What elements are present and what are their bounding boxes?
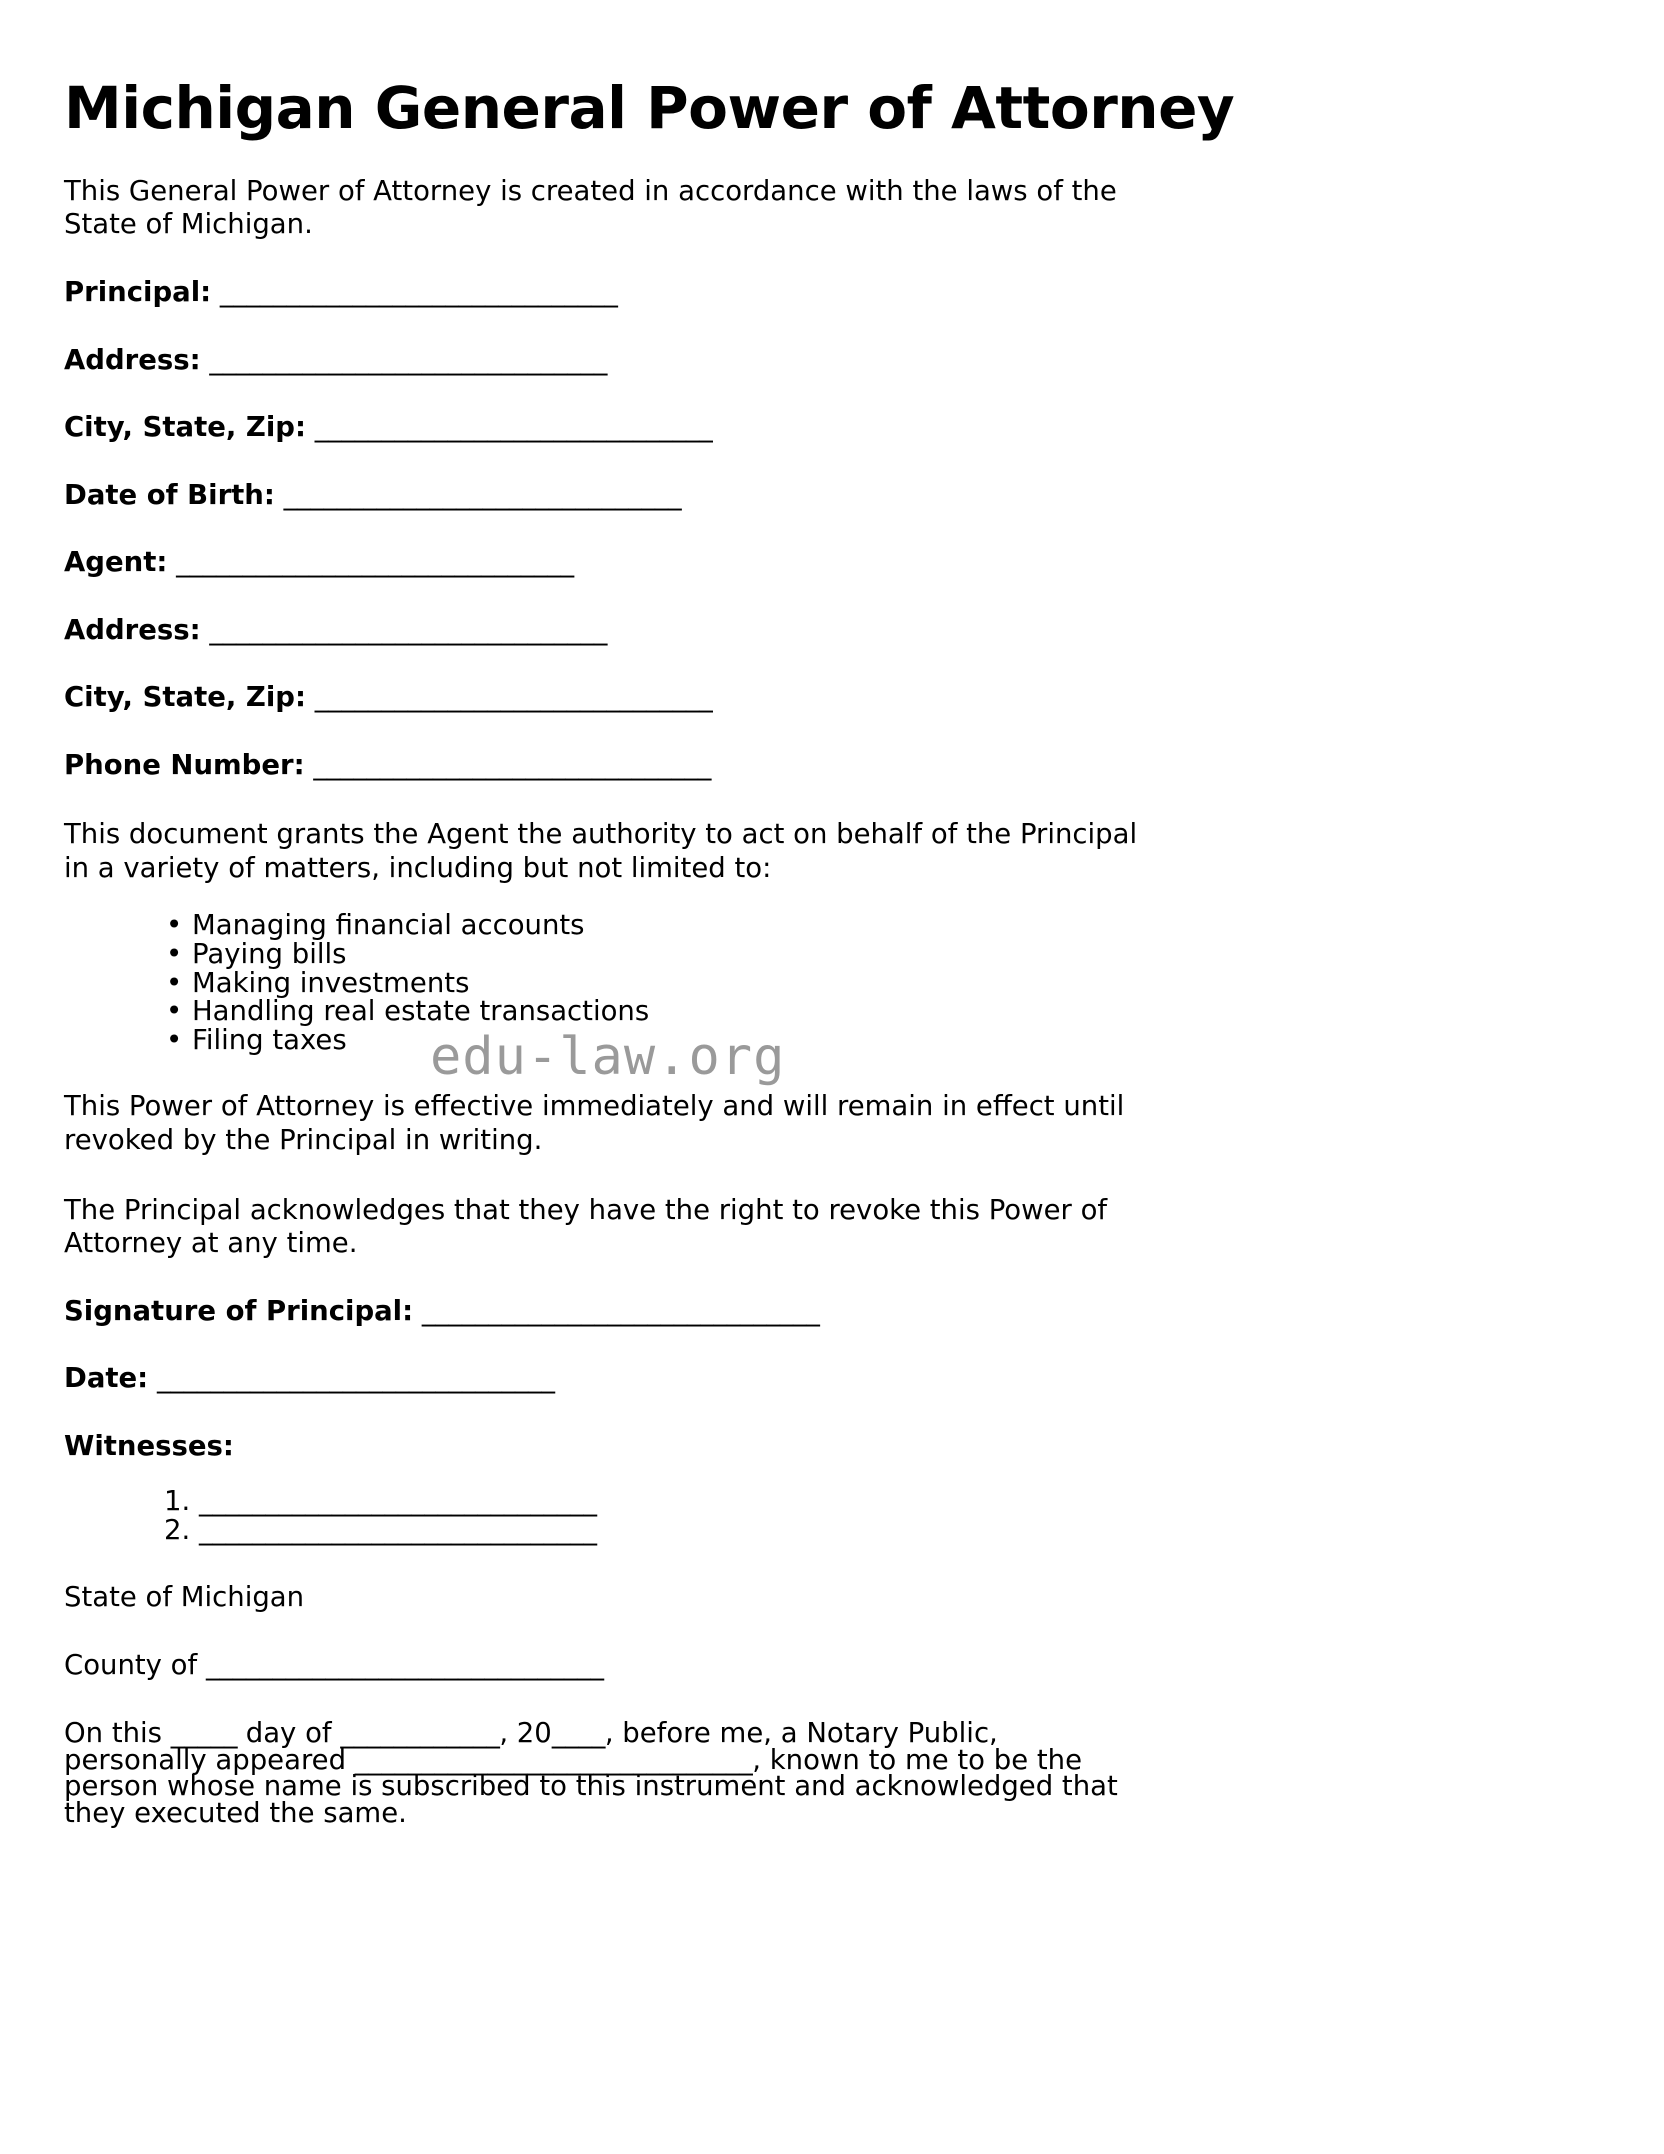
list-item bbox=[164, 966, 1140, 999]
field-label-principal: Principal: bbox=[64, 275, 212, 308]
field-label-date-of-birth: Date of Birth: bbox=[64, 478, 275, 511]
field-row-principal-address bbox=[64, 310, 1140, 378]
list-item-label: Handling real estate transactions bbox=[192, 995, 650, 1028]
list-item bbox=[164, 940, 1140, 969]
field-label-signature-of-principal: Signature of Principal: bbox=[64, 1294, 414, 1327]
notary-text-part2: day of bbox=[237, 1717, 341, 1750]
field-blank-agent-address[interactable]: ______________________________ bbox=[209, 613, 607, 646]
field-blank-principal-city-state-zip[interactable]: ______________________________ bbox=[314, 411, 713, 444]
witnesses-label: Witnesses: bbox=[64, 1429, 234, 1462]
field-blank-principal-address[interactable]: ______________________________ bbox=[209, 343, 607, 376]
field-row-principal-city-state-zip bbox=[64, 377, 1140, 445]
witness-blank-1[interactable]: ______________________________ bbox=[199, 1485, 597, 1518]
field-label-agent: Agent: bbox=[64, 546, 168, 579]
field-label-agent-city-state-zip: City, State, Zip: bbox=[64, 681, 306, 714]
field-blank-agent-city-state-zip[interactable]: ______________________________ bbox=[314, 681, 713, 714]
list-item bbox=[164, 1516, 1140, 1545]
field-blank-principal[interactable]: ______________________________ bbox=[219, 275, 618, 308]
field-label-principal-address: Address: bbox=[64, 343, 201, 376]
list-item bbox=[164, 1023, 1140, 1056]
notary-blank-month[interactable]: ____________ bbox=[340, 1717, 500, 1750]
field-label-principal-city-state-zip: City, State, Zip: bbox=[64, 411, 306, 444]
state-line: State of Michigan bbox=[64, 1581, 305, 1613]
county-blank[interactable]: ______________________________ bbox=[205, 1648, 604, 1681]
intro-paragraph: This General Power of Attorney is created in accordance with the laws of the State of Michigan. bbox=[64, 174, 1117, 241]
witness-number: 1. bbox=[164, 1485, 191, 1518]
effective-paragraph: This Power of Attorney is effective immediately and will remain in effect until revoked by the Principal in writing. bbox=[64, 1090, 1125, 1156]
notary-blank-year[interactable]: ____ bbox=[551, 1717, 605, 1750]
bullet-icon: • bbox=[166, 995, 183, 1028]
page-title: Michigan General Power of Attorney bbox=[64, 74, 1235, 142]
field-blank-phone-number[interactable]: ______________________________ bbox=[313, 748, 711, 781]
notary-text-part5: , known to me to be the person whose name is subscribed to this instrument and acknowledged that they executed the same. bbox=[64, 1743, 1118, 1830]
notary-text-part4: , before me, a Notary Public, personally appeared bbox=[64, 1717, 998, 1776]
list-item bbox=[164, 997, 1140, 1026]
authority-intro-paragraph: This document grants the Agent the authority to act on behalf of the Principal in a variety of matters, including but not limited to: bbox=[64, 818, 1138, 884]
witness-number: 2. bbox=[164, 1514, 191, 1547]
notary-text-part3: , 20 bbox=[499, 1717, 552, 1750]
field-row-signature-date bbox=[64, 1328, 1140, 1396]
revocation-paragraph: The Principal acknowledges that they have the right to revoke this Power of Attorney at any time. bbox=[64, 1193, 1108, 1260]
field-label-phone-number: Phone Number: bbox=[64, 748, 305, 781]
notary-text-part1: On this bbox=[64, 1717, 171, 1750]
bullet-icon: • bbox=[166, 966, 183, 999]
witness-list bbox=[64, 1463, 1140, 1545]
bullet-icon: • bbox=[166, 1023, 183, 1056]
list-item-label: Paying bills bbox=[192, 938, 347, 971]
county-label: County of bbox=[64, 1648, 198, 1681]
list-item-label: Making investments bbox=[192, 966, 470, 999]
bullet-icon: • bbox=[166, 938, 183, 971]
notary-blank-day[interactable]: _____ bbox=[170, 1717, 237, 1750]
field-row-agent-city-state-zip bbox=[64, 647, 1140, 715]
notary-paragraph bbox=[64, 1682, 1140, 1830]
field-blank-date-of-birth[interactable]: ______________________________ bbox=[283, 478, 682, 511]
field-row-date-of-birth bbox=[64, 445, 1140, 513]
field-blank-signature-date[interactable]: ______________________________ bbox=[156, 1362, 555, 1395]
field-row-signature-of-principal bbox=[64, 1261, 1140, 1329]
watermark-text: edu-law.org bbox=[430, 1027, 786, 1087]
witnesses-heading bbox=[64, 1396, 1140, 1464]
field-blank-agent[interactable]: ______________________________ bbox=[176, 546, 574, 579]
list-item bbox=[164, 911, 1140, 940]
field-label-agent-address: Address: bbox=[64, 613, 201, 646]
field-label-signature-date: Date: bbox=[64, 1362, 149, 1395]
field-blank-signature-of-principal[interactable]: ______________________________ bbox=[421, 1294, 820, 1327]
notary-blank-name[interactable]: ______________________________ bbox=[354, 1743, 753, 1776]
field-row-county bbox=[64, 1615, 1140, 1683]
list-item-label: Managing financial accounts bbox=[192, 909, 585, 942]
bullet-icon: • bbox=[166, 909, 183, 942]
field-row-principal bbox=[64, 242, 1140, 310]
field-row-agent bbox=[64, 512, 1140, 580]
powers-list bbox=[64, 885, 1140, 1054]
list-item-label: Filing taxes bbox=[192, 1023, 347, 1056]
list-item bbox=[164, 1487, 1140, 1516]
document-content bbox=[64, 0, 1235, 1830]
field-row-phone-number bbox=[64, 715, 1140, 783]
field-row-agent-address bbox=[64, 580, 1140, 648]
witness-blank-2[interactable]: ______________________________ bbox=[199, 1514, 597, 1547]
